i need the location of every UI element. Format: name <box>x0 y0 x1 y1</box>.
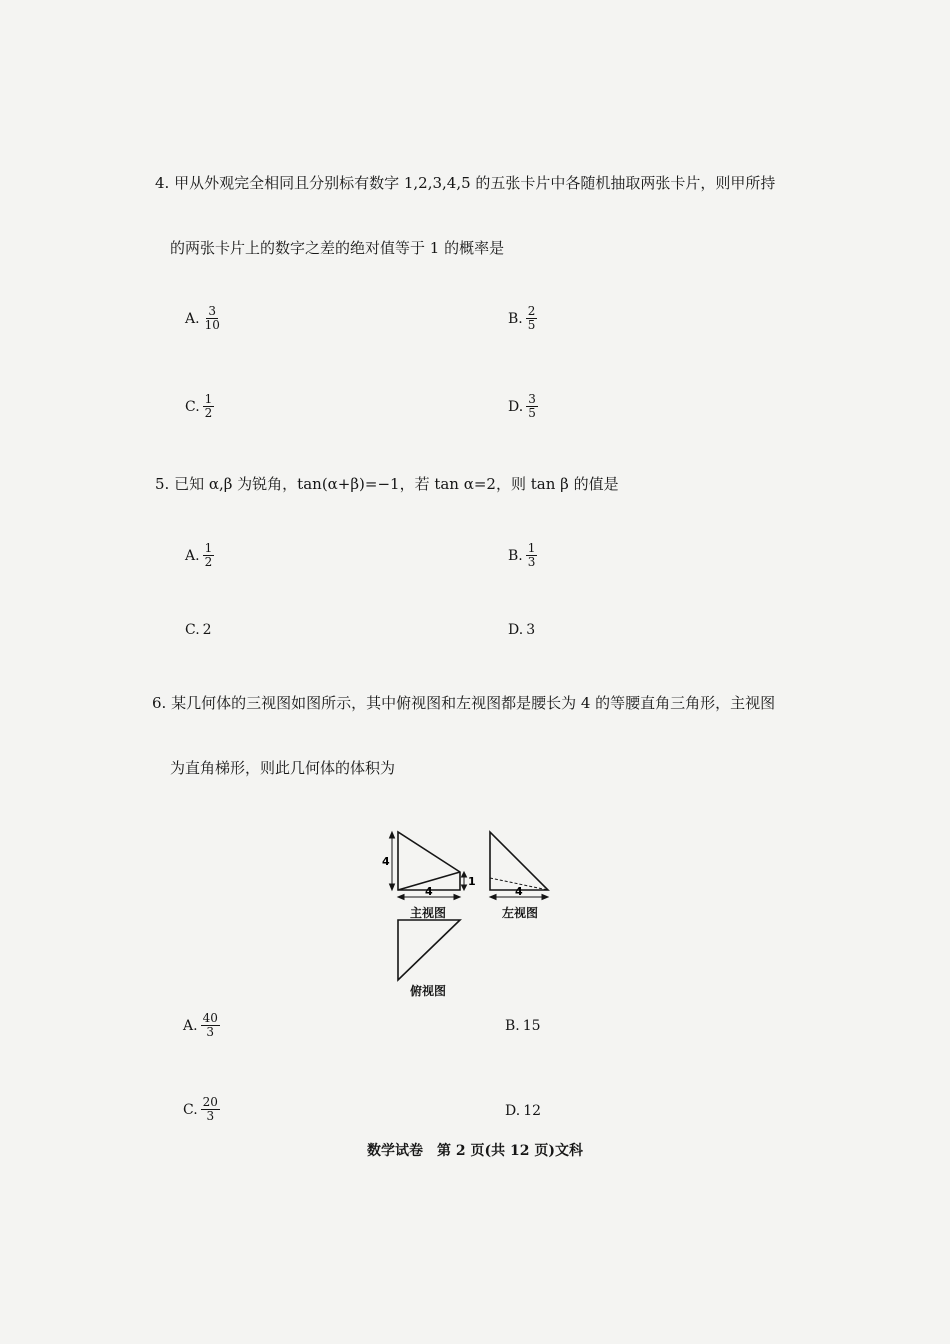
front-short-dimension <box>462 872 467 890</box>
option-value: 15 <box>522 1018 541 1034</box>
option-label: C. <box>185 622 200 638</box>
numerator: 1 <box>527 541 536 555</box>
option-label: B. <box>508 310 523 327</box>
numerator: 1 <box>204 541 213 555</box>
three-view-figure <box>380 822 580 1002</box>
dim-short-label: 1 <box>468 875 476 888</box>
q6-option-a[interactable] <box>183 1012 220 1039</box>
q6-option-b[interactable] <box>505 1018 541 1034</box>
front-view-shape <box>398 832 460 890</box>
fraction <box>526 542 538 569</box>
side-view-shape <box>490 832 548 890</box>
numerator: 3 <box>208 304 217 318</box>
option-label: A. <box>183 1017 198 1034</box>
q5-option-d[interactable] <box>508 622 535 638</box>
option-label: D. <box>508 622 524 638</box>
q4-stem-line2: 的两张卡片上的数字之差的绝对值等于 1 的概率是 <box>170 239 505 257</box>
q6-option-d[interactable] <box>505 1103 541 1119</box>
option-value: 12 <box>523 1103 542 1119</box>
q5-option-a[interactable] <box>185 542 214 569</box>
q4-option-a[interactable] <box>185 305 222 332</box>
option-label: C. <box>185 398 200 415</box>
page-footer: 数学试卷 第 2 页(共 12 页)文科 <box>367 1143 583 1159</box>
fraction <box>201 1012 220 1039</box>
numerator: 3 <box>528 392 536 406</box>
numerator: 2 <box>527 304 536 318</box>
q4-option-b[interactable] <box>508 305 537 332</box>
fraction <box>203 393 215 420</box>
dim-base-label: 4 <box>425 885 433 898</box>
q5-stem: 5. 已知 α,β 为锐角，tan(α+β)=−1，若 tan α=2，则 tan β 的值是 <box>155 475 619 493</box>
numerator: 20 <box>202 1095 218 1109</box>
numerator: 1 <box>204 392 213 406</box>
denominator: 3 <box>206 1109 215 1123</box>
numerator: 40 <box>202 1011 218 1025</box>
option-value: 2 <box>202 622 212 638</box>
q4-stem-line1: 4. 甲从外观完全相同且分别标有数字 1,2,3,4,5 的五张卡片中各随机抽取两张卡片，则甲所持 <box>155 174 776 192</box>
fraction <box>526 305 538 332</box>
denominator: 3 <box>527 555 536 569</box>
denominator: 5 <box>527 318 536 332</box>
q4-option-d[interactable] <box>508 393 538 420</box>
fraction <box>203 305 222 332</box>
denominator: 2 <box>204 406 213 420</box>
denominator: 5 <box>528 406 536 420</box>
denominator: 10 <box>204 318 220 332</box>
fraction <box>203 542 215 569</box>
q6-stem-line1: 6. 某几何体的三视图如图所示，其中俯视图和左视图都是腰长为 4 的等腰直角三角形，主视图 <box>152 694 776 712</box>
q5-option-c[interactable] <box>185 622 212 638</box>
fraction <box>201 1096 220 1123</box>
option-label: A. <box>185 310 200 327</box>
front-view-label: 主视图 <box>410 906 447 920</box>
option-label: C. <box>183 1101 198 1118</box>
q6-option-c[interactable] <box>183 1096 220 1123</box>
option-label: D. <box>505 1103 521 1119</box>
fraction <box>526 393 538 420</box>
denominator: 3 <box>206 1025 215 1039</box>
option-label: B. <box>505 1018 520 1034</box>
q4-option-c[interactable] <box>185 393 214 420</box>
dim-height-label: 4 <box>382 855 390 868</box>
q5-option-b[interactable] <box>508 542 537 569</box>
top-view-shape <box>398 920 460 980</box>
option-value: 3 <box>526 622 536 638</box>
option-label: D. <box>508 398 524 415</box>
option-label: A. <box>185 547 200 564</box>
option-label: B. <box>508 547 523 564</box>
q6-stem-line2: 为直角梯形，则此几何体的体积为 <box>170 759 396 777</box>
front-height-dimension <box>390 832 395 890</box>
denominator: 2 <box>204 555 213 569</box>
dim-side-base-label: 4 <box>515 885 523 898</box>
top-view-label: 俯视图 <box>410 984 447 998</box>
side-view-label: 左视图 <box>502 906 539 920</box>
